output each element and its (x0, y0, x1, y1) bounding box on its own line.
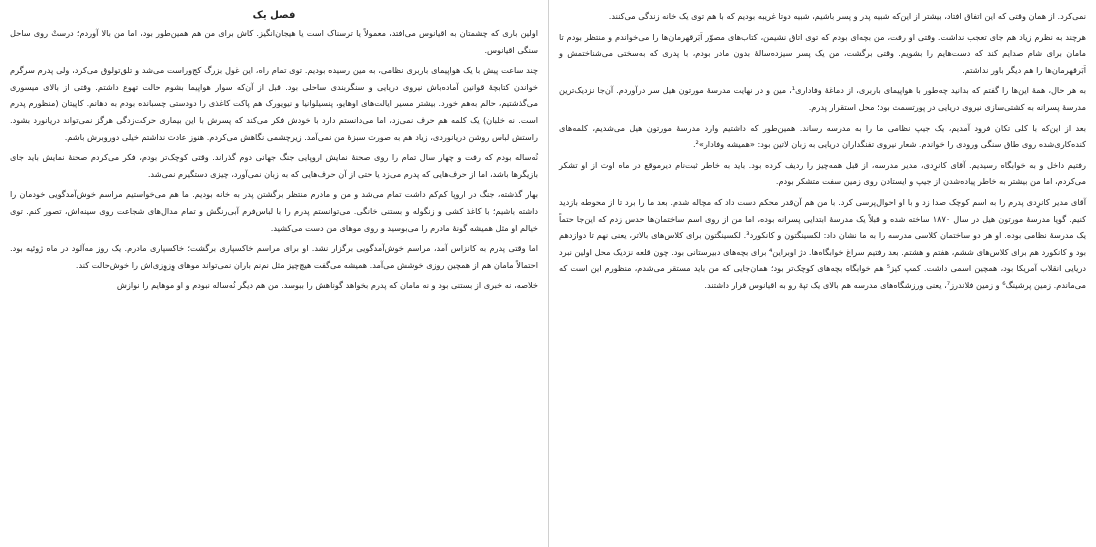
paragraph: به هر حال، همهٔ این‌ها را گفتم که بدانید چه‌طور با هواپیمای باربری، از دماغهٔ وفاداری¹، مین و در نهایت مدرسهٔ مورتون هیل سر درآوردم. آن‌جا نزدیک‌ترین مدرسهٔ پسرانه به کشتی‌سازی نیروی دریایی در پورتسمث بود؛ محل استقرار پدرم. (559, 85, 1086, 112)
paragraph: آقای مدیر کانرِدی پدرم را به اسم کوچک صدا زد و با او احوال‌پرسی کرد. با من هم آن‌قدر محکم دست داد که مچاله شدم. بعد ما را برد تا از محوطه بازدید کنیم. گویا مدرسهٔ مورتون هیل در سال ۱۸۷۰ ساخته شده و قبلاً یک مدرسهٔ ابتدایی پسرانه بوده، اما من از روی اسم ساختمان‌ها حدس زدم که این‌جا حتماً یک مدرسهٔ نظامی بوده. او هر دو ساختمان کلاسی مدرسه را به ما نشان داد: لکسینگتون و کانکورد³. لکسینگتون برای کلاس‌های بالاتر، یعنی نهم تا دوازدهم بود و کانکورد هم برای کلاس‌های ششم، هفتم و هشتم. بعد رفتیم سراغ خوابگاه‌ها. دژ اوبراین⁴ برای بچه‌های دبیرستانی بود. چون قلعه نزدیک محل اولین نبرد دریایی انقلاب آمریکا بود، همچین اسمی داشت. کمپ کیز⁵ هم خوابگاه بچه‌های کوچک‌تر بود؛ همان‌جایی که من باید مستقر می‌شدم، منظورم این است که می‌ماندم. زمین پرشینگ⁶ و زمین فلاندرز⁷، یعنی ورزشگاه‌های مدرسه هم بالای یک تپهٔ رو به اقیانوس قرار داشتند. (559, 196, 1086, 290)
paragraph: خلاصه، نه خبری از بستنی بود و نه مامان که پدرم بخواهد گوناهش را ببوسد. من هم دیگر نُه‌ساله نبودم و او موهایم را نوازش (116, 280, 538, 291)
paragraph: بهار گذشته، جنگ در اروپا کم‌کم داشت تمام می‌شد و من و مادرم منتظر برگشتن پدر به خانه بودیم. ما هم می‌خواستیم مراسم خوش‌آمدگویی خودمان را داشته باشیم؛ با کاغذ کشی و زنگوله و بستنی خانگی. می‌توانستم پدرم را با لباس‌فرم آبی‌رنگش و تمام مدال‌های شجاعت روی سینه‌اش، تصور کنم. توی خیالم او مثل همیشه گونهٔ مادرم را می‌بوسید و روی موهای من دست می‌کشید. (10, 189, 538, 233)
chapter-title: فصل یک (252, 10, 296, 21)
paragraph: رفتیم داخل و به خوابگاه رسیدیم. آقای کانرِدی، مدیر مدرسه، از قبل همه‌چیز را ردیف کرده بود. باید به خاطر ثبت‌نام دیرموقع در ماه اوت از او تشکر می‌کردم، اما من بیشتر به خاطر پیاده‌شدن از جیپ و ایستادن روی زمین سفت متشکر بودم. (559, 159, 1086, 187)
paragraph: نُه‌ساله بودم که رفت و چهار سال تمام را روی صحنهٔ نمایش اروپایی جنگ جهانی دوم گذراند. وقتی کوچک‌تر بودم، فکر می‌کردم صحنهٔ نمایش باید جای بازیگرها باشد، اما از حرف‌هایی که پدرم می‌زد یا حتی از آن حرف‌هایی که به زبان نمی‌آورد، چیزی دستگیرم نمی‌شد. (10, 152, 538, 179)
paragraph: چند ساعت پیش با یک هواپیمای باربری نظامی، به مین رسیده بودیم. توی تمام راه، این غول بزرگ کج‌وراست می‌شد و تلق‌تولوق می‌کرد، ولی پدرم سرگرم خواندن کتابچهٔ قوانین آماده‌باش نیروی دریایی و سنگربندی ساحلی بود. قبل از آن‌که سوار هواپیما بشوم حالت تهوع داشتم. وقتی از بالای میسوری می‌گذشتیم، حالم به‌هم خورد. بیشتر مسیر ایالت‌های اوهایو، پنسیلوانیا و نیویورک هم پاکت کاغذی را دودستی چسبانده بودم به دهانم. کاپیتان (منظورم پدرم است. نه خلبان) یک کلمه هم حرف نمی‌زد، اما می‌دانستم دارد با خودش فکر می‌کند که پسرش با این بیماری حرکت‌زدگی هرگز نمی‌تواند دریانورد بشود. راستش لباس روشن دریانوردی، زیاد هم به صورت سبزهٔ من نمی‌آمد. زیرچشمی نگاهش می‌کردم. هنوز عادت نداشتم خیلی دوروبرش باشم. (10, 65, 538, 142)
paragraph: بعد از این‌که با کلی تکان فرود آمدیم، یک جیپ نظامی ما را به مدرسه رساند. همین‌طور که داشتیم وارد مدرسهٔ مورتون هیل می‌شدیم، کلمه‌های کنده‌کاری‌شده روی طاق سنگی ورودی را خواندم. شعار نیروی تفنگداران دریایی به زبان لاتین بود: «همیشه وفادار»². (559, 122, 1086, 150)
paragraph: هرچند به نظرم زیاد هم جای تعجب نداشت. وقتی او رفت، من بچه‌ای بودم که توی اتاق نشیمن، کتاب‌های مصوّر اَبَرقهرمان‌ها را می‌خواندم و منتظر بودم تا مامان برای شام صدایم کند که دست‌هایم را بشویم. وقتی برگشت، من یک پسر سیزده‌سالهٔ بدون مادر بودم، با پدری که به‌سختی می‌شناختمش و اَبَرقهرمان‌ها را هم دیگر باور نداشتم. (559, 31, 1086, 75)
paragraph: نمی‌کرد. از همان وقتی که این اتفاق افتاد، بیشتر از این‌که شبیه پدر و پسر باشیم، شبیه دوتا غریبه بودیم که با هم توی یک خانه زندگی می‌کنند. (608, 11, 1086, 21)
paragraph: اولین باری که چشمتان به اقیانوس می‌افتد، معمولاً یا ترسناک است یا هیجان‌انگیز. کاش برای من هم همین‌طور بود، اما من بالا آوردم؛ درستْ روی ساحل سنگی اقیانوس. (10, 28, 538, 55)
right-page (548, 0, 1096, 547)
paragraph: اما وقتی پدرم به کانزاس آمد، مراسم خوش‌آمدگویی برگزار نشد. او برای مراسم خاکسپاری برگشت؛ خاکسپاری مادرم. یک روز مه‌آلود در ماه ژوئیه بود. احتمالاً مامان هم از همچین روزی خوشش می‌آمد. همیشه می‌گفت هیچ‌چیز مثل نم‌نم باران نمی‌تواند موهای وِزوِزی‌اش را خوش‌حالت کند. (10, 243, 538, 270)
